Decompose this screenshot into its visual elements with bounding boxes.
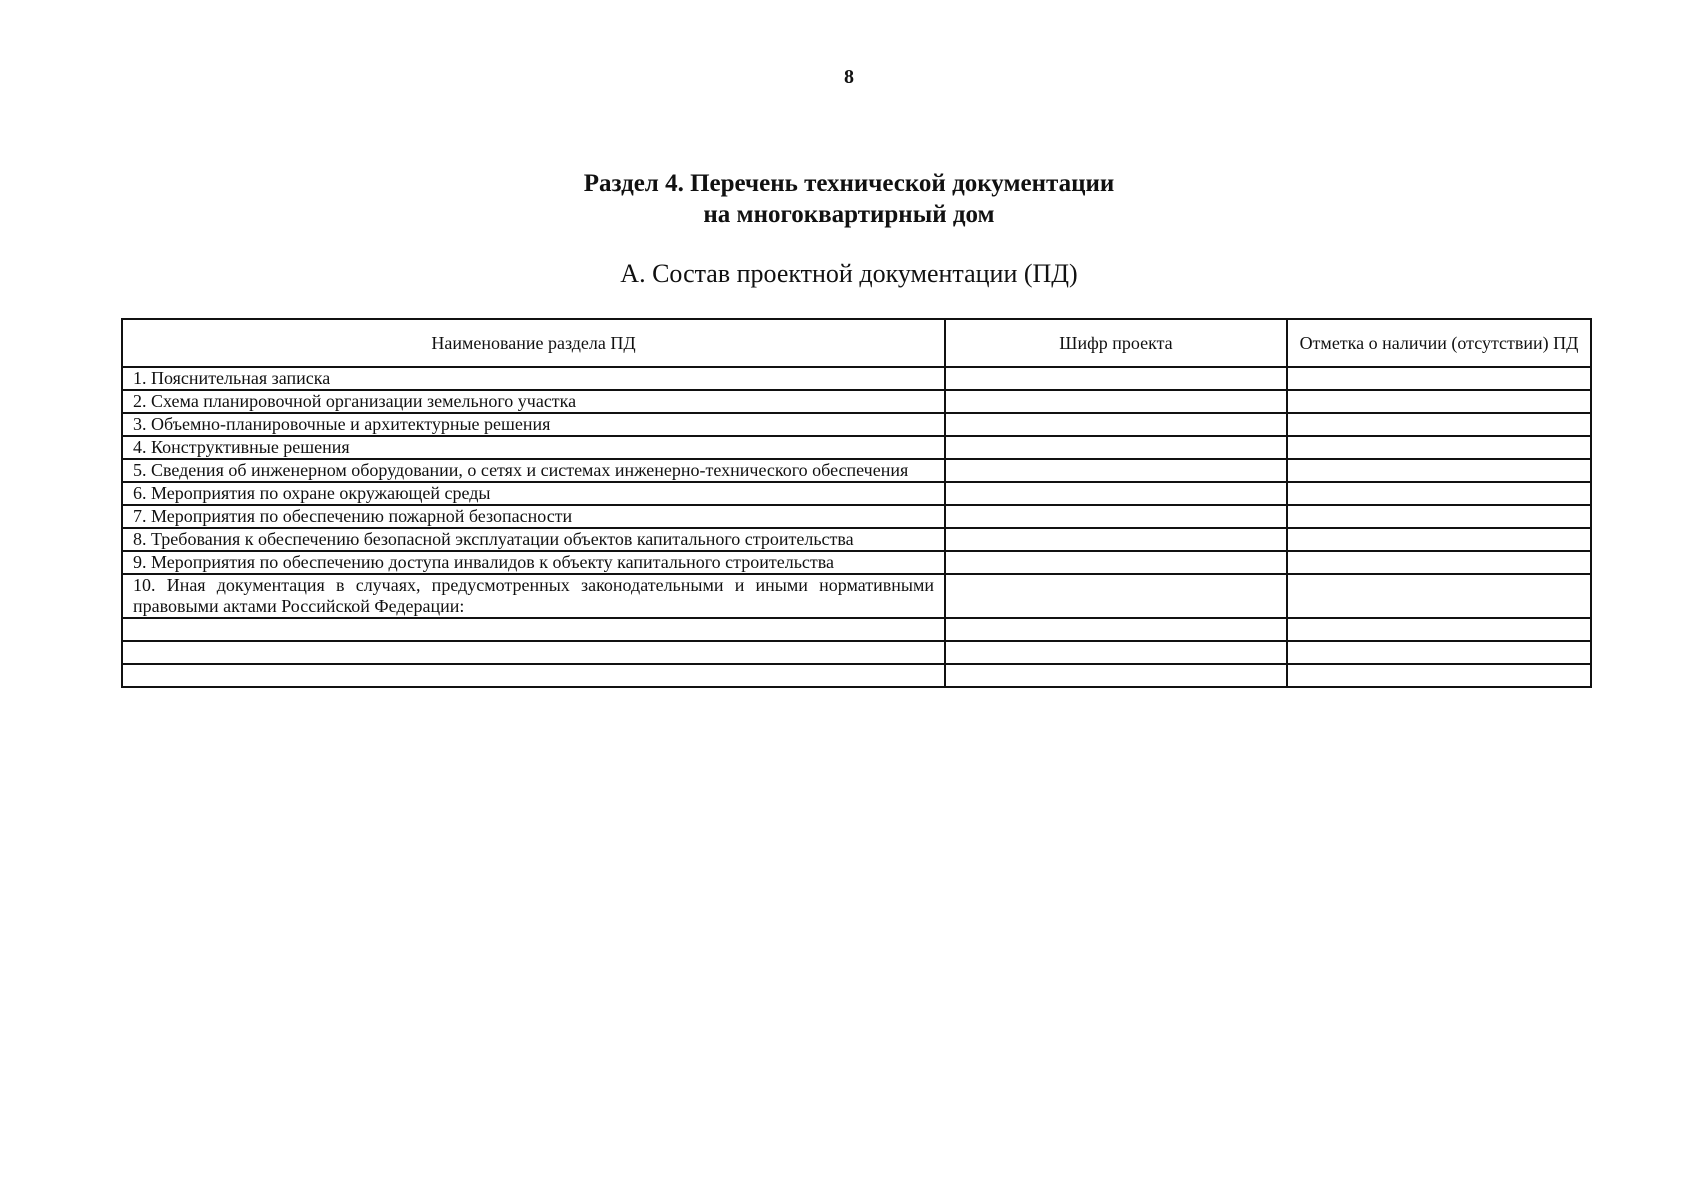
availability-mark-cell bbox=[1287, 551, 1591, 574]
table-row bbox=[122, 413, 1591, 436]
section-name-cell: 7. Мероприятия по обеспечению пожарной безопасности bbox=[122, 505, 945, 528]
project-documentation-table bbox=[121, 318, 1592, 688]
project-code-cell bbox=[945, 505, 1287, 528]
availability-mark-cell bbox=[1287, 436, 1591, 459]
section-name-cell: 8. Требования к обеспечению безопасной эксплуатации объектов капитального строительства bbox=[122, 528, 945, 551]
section-name-cell: 2. Схема планировочной организации земельного участка bbox=[122, 390, 945, 413]
header-section-name: Наименование раздела ПД bbox=[122, 319, 945, 367]
availability-mark-cell bbox=[1287, 528, 1591, 551]
project-code-cell bbox=[945, 390, 1287, 413]
project-code-cell bbox=[945, 528, 1287, 551]
availability-mark-cell bbox=[1287, 664, 1591, 687]
availability-mark-cell bbox=[1287, 505, 1591, 528]
project-code-cell bbox=[945, 618, 1287, 641]
project-code-cell bbox=[945, 551, 1287, 574]
page-number: 8 bbox=[844, 66, 854, 88]
availability-mark-cell bbox=[1287, 482, 1591, 505]
project-code-cell bbox=[945, 574, 1287, 618]
section-name-cell bbox=[122, 664, 945, 687]
table-row bbox=[122, 618, 1591, 641]
section-name-cell: 5. Сведения об инженерном оборудовании, о сетях и системах инженерно-технического обеспечения bbox=[122, 459, 945, 482]
table-row bbox=[122, 390, 1591, 413]
availability-mark-cell bbox=[1287, 390, 1591, 413]
table-row bbox=[122, 664, 1591, 687]
table-row bbox=[122, 367, 1591, 390]
table-row bbox=[122, 505, 1591, 528]
section-title-line-1: Раздел 4. Перечень технической документации bbox=[583, 170, 1115, 197]
availability-mark-cell bbox=[1287, 459, 1591, 482]
section-title bbox=[0, 168, 1698, 230]
section-name-cell: 10. Иная документация в случаях, предусмотренных законодательными и иными нормативными правовыми актами Российской Федерации: bbox=[122, 574, 945, 618]
availability-mark-cell bbox=[1287, 413, 1591, 436]
project-code-cell bbox=[945, 459, 1287, 482]
project-code-cell bbox=[945, 664, 1287, 687]
availability-mark-cell bbox=[1287, 367, 1591, 390]
table-row bbox=[122, 551, 1591, 574]
project-code-cell bbox=[945, 641, 1287, 664]
section-name-cell: 3. Объемно-планировочные и архитектурные решения bbox=[122, 413, 945, 436]
availability-mark-cell bbox=[1287, 641, 1591, 664]
section-name-cell: 4. Конструктивные решения bbox=[122, 436, 945, 459]
table-row bbox=[122, 436, 1591, 459]
section-name-cell bbox=[122, 641, 945, 664]
subtitle: А. Состав проектной документации (ПД) bbox=[620, 259, 1078, 288]
table-row bbox=[122, 459, 1591, 482]
table-header-row bbox=[122, 319, 1591, 367]
header-availability-mark: Отметка о наличии (отсутствии) ПД bbox=[1287, 319, 1591, 367]
availability-mark-cell bbox=[1287, 618, 1591, 641]
section-name-cell: 6. Мероприятия по охране окружающей среды bbox=[122, 482, 945, 505]
project-code-cell bbox=[945, 367, 1287, 390]
project-code-cell bbox=[945, 436, 1287, 459]
section-name-cell bbox=[122, 618, 945, 641]
section-name-cell: 1. Пояснительная записка bbox=[122, 367, 945, 390]
project-code-cell bbox=[945, 413, 1287, 436]
project-code-cell bbox=[945, 482, 1287, 505]
table-row bbox=[122, 574, 1591, 618]
table-body bbox=[122, 367, 1591, 687]
availability-mark-cell bbox=[1287, 574, 1591, 618]
table-row bbox=[122, 641, 1591, 664]
header-project-code: Шифр проекта bbox=[945, 319, 1287, 367]
table-row bbox=[122, 528, 1591, 551]
section-title-line-2: на многоквартирный дом bbox=[703, 201, 995, 228]
table-row bbox=[122, 482, 1591, 505]
section-name-cell: 9. Мероприятия по обеспечению доступа инвалидов к объекту капитального строительства bbox=[122, 551, 945, 574]
